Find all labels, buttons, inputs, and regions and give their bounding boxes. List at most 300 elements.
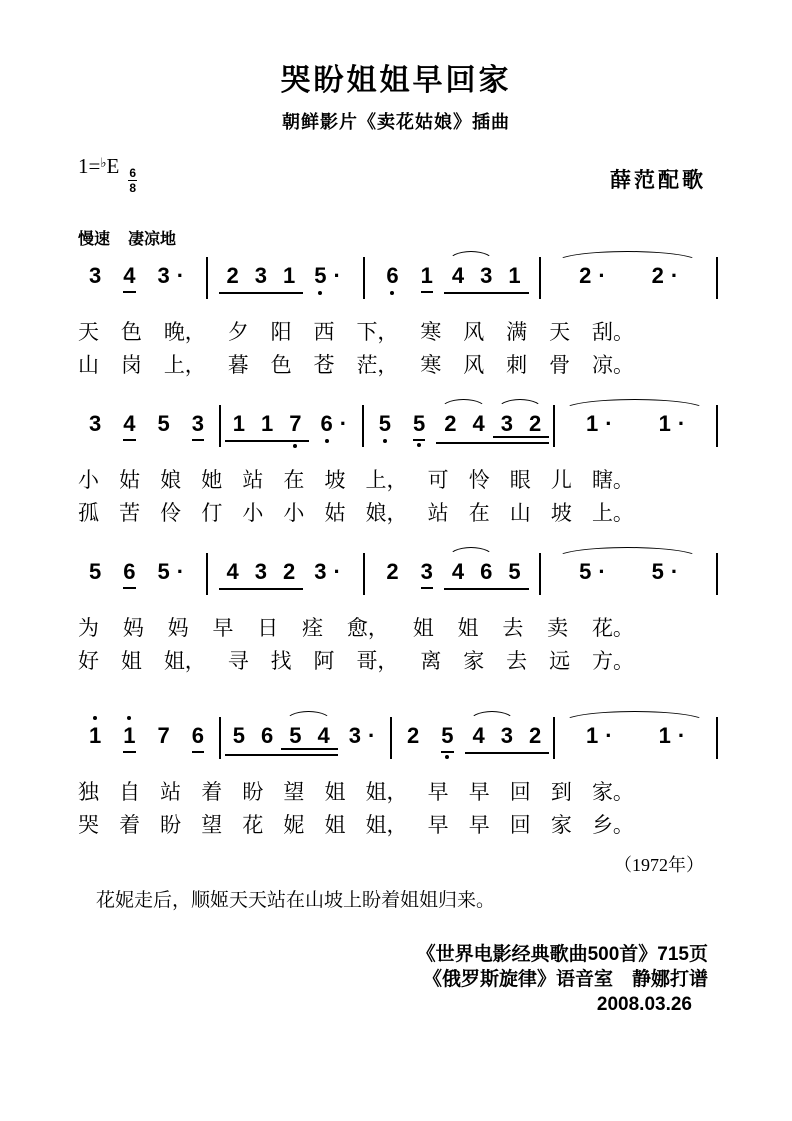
lyric-syllable: 独 xyxy=(78,781,99,804)
slur-group xyxy=(552,265,705,288)
lyric-syllable: 痊 xyxy=(302,617,324,640)
note xyxy=(659,725,686,747)
note xyxy=(421,265,433,293)
note xyxy=(255,561,267,583)
note-digit: 1 xyxy=(260,411,274,436)
note xyxy=(314,265,341,287)
note xyxy=(508,561,520,583)
note xyxy=(227,265,239,287)
octave-dot-below xyxy=(390,291,394,295)
note-digit: 6 xyxy=(386,265,398,287)
lyric-syllable: 妈 xyxy=(122,617,144,640)
lyric-syllable: 茫， xyxy=(356,354,399,377)
lyric-syllable: 望 xyxy=(283,781,305,804)
lyrics-block xyxy=(78,467,718,527)
dotted-note-dot: · xyxy=(670,263,679,288)
tempo-marking xyxy=(78,226,792,249)
note-group xyxy=(219,265,304,294)
lyric-syllable: 凉。 xyxy=(591,354,634,377)
note xyxy=(480,561,492,583)
lyric-syllable: 骨 xyxy=(549,354,571,377)
lyrics-block xyxy=(78,319,718,379)
lyric-syllable: 刮。 xyxy=(591,321,634,344)
dotted-note-dot: · xyxy=(598,263,606,288)
key-signature xyxy=(78,154,137,194)
lyric-syllable: 姐， xyxy=(365,781,408,804)
lyric-syllable: 为 xyxy=(78,617,99,640)
measure xyxy=(375,561,528,590)
note-digit: 3 xyxy=(348,723,361,748)
barline xyxy=(363,553,365,595)
note-digit: 4 xyxy=(317,723,330,748)
barline xyxy=(553,405,555,447)
note xyxy=(158,561,185,583)
note-digit: 2 xyxy=(283,559,296,584)
dotted-note-dot: · xyxy=(605,723,613,748)
lyric-syllable: 愈， xyxy=(346,617,389,640)
note xyxy=(289,413,301,435)
tempo-speed: 慢速 xyxy=(78,231,111,248)
dotted-note-dot: · xyxy=(677,411,686,436)
measure xyxy=(78,725,215,753)
note-digit: 1 xyxy=(585,723,599,748)
lyric-syllable: 小 xyxy=(283,502,305,525)
lyric-syllable: 孤 xyxy=(78,502,99,525)
lyric-syllable: 姐， xyxy=(365,814,408,837)
lyric-syllable: 山 xyxy=(509,502,531,525)
lyric-syllable: 日 xyxy=(257,617,279,640)
note-digit: 3 xyxy=(89,411,102,436)
lyric-syllable: 找 xyxy=(270,650,292,673)
measure xyxy=(78,413,215,441)
lyric-syllable: 娘 xyxy=(160,469,182,492)
measure xyxy=(219,561,352,590)
octave-dot-below xyxy=(318,291,322,295)
lyric-syllable: 伶 xyxy=(160,502,182,525)
note xyxy=(652,561,679,583)
lyric-syllable: 上， xyxy=(163,354,206,377)
music-line xyxy=(78,413,718,447)
lyric-syllable: 岗 xyxy=(120,354,142,377)
octave-dot-below xyxy=(445,755,449,759)
note-digit: 3 xyxy=(314,559,327,584)
note-digit: 3 xyxy=(89,263,102,288)
dotted-note-dot: · xyxy=(333,263,341,288)
lyric-syllable: 回 xyxy=(509,814,531,837)
note-digit: 4 xyxy=(472,723,485,748)
note xyxy=(283,561,295,583)
note-digit: 6 xyxy=(320,413,332,435)
note xyxy=(386,265,398,287)
note xyxy=(586,413,613,435)
note xyxy=(192,725,204,753)
lyric-syllable: 卖 xyxy=(547,617,569,640)
note xyxy=(123,413,135,441)
note-digit: 1 xyxy=(585,411,599,436)
note xyxy=(452,265,464,287)
note-digit: 2 xyxy=(579,263,592,288)
lyric-syllable: 西 xyxy=(313,321,335,344)
measure xyxy=(552,265,705,288)
lyric-syllable: 盼 xyxy=(160,814,182,837)
note-digit: 3 xyxy=(254,559,268,584)
note xyxy=(89,265,101,287)
note-digit: 6 xyxy=(123,559,136,584)
key-prefix: 1= xyxy=(78,154,101,178)
note-digit: 2 xyxy=(226,263,239,288)
lyric-syllable: 姐 xyxy=(324,781,346,804)
barline xyxy=(716,553,718,595)
measure xyxy=(219,265,352,294)
note xyxy=(123,561,135,589)
music-line xyxy=(78,561,718,595)
lyric-syllable: 小 xyxy=(242,502,264,525)
note xyxy=(579,561,606,583)
barline xyxy=(219,405,221,447)
flat-sign: ♭ xyxy=(100,155,107,170)
note-group xyxy=(444,561,529,590)
barline xyxy=(716,717,718,759)
note-digit: 4 xyxy=(472,411,485,436)
note xyxy=(89,413,101,435)
lyrics-block xyxy=(78,779,718,839)
note-digit: 4 xyxy=(451,263,465,288)
note xyxy=(158,725,170,747)
octave-dot-above xyxy=(127,716,131,720)
lyric-syllable: 风 xyxy=(463,354,485,377)
context-note: 花妮走后，顺姬天天站在山坡上盼着姐姐归来。 xyxy=(96,890,496,911)
lyric-syllable: 阿 xyxy=(313,650,335,673)
measure xyxy=(559,413,712,436)
lyric-syllable: 天 xyxy=(78,321,99,344)
note-digit: 3 xyxy=(191,411,204,436)
lyric-syllable: 姐 xyxy=(324,814,346,837)
note-group xyxy=(436,413,549,444)
note-digit: 2 xyxy=(529,411,542,436)
note-digit: 1 xyxy=(89,725,101,747)
year-note: （1972年） xyxy=(614,855,704,875)
lyric-syllable: 姐 xyxy=(412,617,434,640)
note xyxy=(158,413,170,435)
note-group xyxy=(444,265,529,294)
note xyxy=(480,265,492,287)
lyric-syllable: 在 xyxy=(468,502,490,525)
note-digit: 1 xyxy=(420,263,433,288)
lyric-syllable: 着 xyxy=(119,814,141,837)
note-digit: 5 xyxy=(508,559,521,584)
note-group xyxy=(219,561,304,590)
note xyxy=(444,413,456,435)
barline xyxy=(219,717,221,759)
barline xyxy=(206,257,208,299)
lyric-syllable: 暮 xyxy=(227,354,249,377)
octave-dot-below xyxy=(293,444,297,448)
lyric-syllable: 山 xyxy=(78,354,99,377)
measure xyxy=(552,561,705,584)
lyric-syllable: 早 xyxy=(468,814,490,837)
lyric-syllable: 远 xyxy=(549,650,571,673)
dotted-note-dot: · xyxy=(333,559,341,584)
lyric-syllable: 在 xyxy=(283,469,305,492)
barline xyxy=(716,257,718,299)
lyric-syllable: 自 xyxy=(119,781,141,804)
lyric-syllable: 娘， xyxy=(365,502,408,525)
octave-dot-above xyxy=(93,716,97,720)
note-digit: 2 xyxy=(407,723,420,748)
note xyxy=(89,561,101,583)
lyric-syllable: 哥， xyxy=(356,650,399,673)
lyric-syllable: 姐 xyxy=(457,617,479,640)
lyric-syllable: 姑 xyxy=(324,502,346,525)
note-group xyxy=(225,413,310,442)
lyric-syllable: 家。 xyxy=(591,781,634,804)
lyric-syllable: 家 xyxy=(550,814,572,837)
note xyxy=(473,725,485,747)
measure xyxy=(375,265,528,294)
lyric-syllable: 天 xyxy=(549,321,571,344)
lyric-syllable: 坡 xyxy=(550,502,572,525)
source-book: 《世界电影经典歌曲500首》715页 xyxy=(416,944,708,965)
lyric-syllable: 妮 xyxy=(283,814,305,837)
note-digit: 2 xyxy=(444,411,457,436)
lyric-syllable: 好 xyxy=(78,650,99,673)
dotted-note-dot: · xyxy=(677,723,686,748)
note-digit: 4 xyxy=(123,263,136,288)
lyric-syllable: 花 xyxy=(242,814,264,837)
lyric-syllable: 姑 xyxy=(119,469,141,492)
note-digit: 5 xyxy=(441,725,453,747)
note-digit: 6 xyxy=(260,723,274,748)
note xyxy=(473,413,485,435)
lyric-syllable: 怜 xyxy=(468,469,490,492)
note-digit: 5 xyxy=(157,411,170,436)
note xyxy=(123,725,135,753)
note xyxy=(227,561,239,583)
dotted-note-dot: · xyxy=(605,411,613,436)
measure xyxy=(368,413,550,444)
lyric-syllable: 满 xyxy=(506,321,528,344)
note xyxy=(452,561,464,583)
lyric-syllable: 寻 xyxy=(227,650,249,673)
slur-group xyxy=(559,413,712,436)
lyric-syllable: 妈 xyxy=(167,617,189,640)
note-digit: 1 xyxy=(123,725,135,747)
lyric-syllable: 寒 xyxy=(420,321,442,344)
note xyxy=(261,413,273,435)
lyric-syllable: 上。 xyxy=(591,502,634,525)
dotted-note-dot: · xyxy=(176,559,185,584)
note xyxy=(501,725,513,747)
barline xyxy=(362,405,364,447)
note xyxy=(192,413,204,441)
note-digit: 1 xyxy=(658,723,671,748)
note-digit: 5 xyxy=(314,265,326,287)
note xyxy=(349,725,376,747)
note-digit: 5 xyxy=(232,723,245,748)
lyric-syllable: 早 xyxy=(468,781,490,804)
measure xyxy=(225,725,387,756)
lyric-syllable: 坡 xyxy=(324,469,346,492)
slur-group xyxy=(444,561,501,584)
lyric-line-verse2 xyxy=(78,648,634,675)
lyric-syllable: 离 xyxy=(420,650,442,673)
note xyxy=(413,413,425,441)
note xyxy=(233,725,245,747)
barline xyxy=(539,553,541,595)
lyric-syllable: 眼 xyxy=(509,469,531,492)
song-title: 哭盼姐姐早回家 xyxy=(280,64,512,97)
note xyxy=(261,725,273,747)
octave-dot-below xyxy=(325,439,329,443)
note xyxy=(255,265,267,287)
note xyxy=(386,561,398,583)
note-digit: 5 xyxy=(413,413,425,435)
note-group xyxy=(465,725,550,754)
slur-group xyxy=(436,413,493,436)
note-digit: 1 xyxy=(283,263,296,288)
note-digit: 4 xyxy=(451,559,465,584)
lyric-syllable: 风 xyxy=(463,321,485,344)
song-subtitle: 朝鲜影片《卖花姑娘》插曲 xyxy=(282,112,510,132)
lyric-syllable: 早 xyxy=(427,781,449,804)
slur-group xyxy=(281,725,338,750)
lyric-line-verse2 xyxy=(78,812,634,839)
lyric-line-verse1 xyxy=(78,779,634,806)
lyric-syllable: 色 xyxy=(120,321,142,344)
lyric-syllable: 家 xyxy=(463,650,485,673)
lyric-syllable: 站 xyxy=(160,781,182,804)
dotted-note-dot: · xyxy=(367,723,376,748)
note-digit: 3 xyxy=(157,263,170,288)
note-digit: 3 xyxy=(480,263,493,288)
note xyxy=(158,265,185,287)
dotted-note-dot: · xyxy=(339,411,348,436)
lyric-line-verse2 xyxy=(78,352,634,379)
barline xyxy=(363,257,365,299)
note-digit: 1 xyxy=(508,263,521,288)
lyric-syllable: 仃 xyxy=(201,502,223,525)
lyric-syllable: 儿 xyxy=(550,469,572,492)
lyric-syllable: 早 xyxy=(212,617,234,640)
lyric-syllable: 上， xyxy=(365,469,408,492)
lyric-syllable: 寒 xyxy=(420,354,442,377)
note-digit: 2 xyxy=(651,263,664,288)
lyric-syllable: 去 xyxy=(502,617,524,640)
note xyxy=(659,413,686,435)
dotted-note-dot: · xyxy=(176,263,185,288)
note-digit: 3 xyxy=(254,263,268,288)
meter-denominator: 8 xyxy=(129,181,136,195)
measure xyxy=(225,413,358,442)
note xyxy=(586,725,613,747)
tempo-mood: 凄凉地 xyxy=(128,231,177,248)
lyric-syllable: 早 xyxy=(427,814,449,837)
barline xyxy=(539,257,541,299)
lyric-syllable: 着 xyxy=(201,781,223,804)
note xyxy=(314,561,341,583)
lyricist-credit: 薛范配歌 xyxy=(610,169,706,192)
lyric-syllable: 小 xyxy=(78,469,99,492)
note-digit: 3 xyxy=(500,411,514,436)
measure xyxy=(78,561,195,589)
note-digit: 4 xyxy=(123,411,136,436)
lyric-syllable: 夕 xyxy=(227,321,249,344)
lyric-syllable: 方。 xyxy=(591,650,634,673)
note xyxy=(233,413,245,435)
barline xyxy=(206,553,208,595)
time-signature xyxy=(128,167,137,194)
note-digit: 5 xyxy=(289,723,302,748)
transcription-date: 2008.03.26 xyxy=(596,994,692,1015)
measure xyxy=(396,725,549,754)
note-digit: 1 xyxy=(658,411,671,436)
note xyxy=(317,725,329,747)
slur-group xyxy=(552,561,705,584)
lyric-syllable: 刺 xyxy=(506,354,528,377)
note-digit: 2 xyxy=(529,723,542,748)
score xyxy=(78,265,718,839)
note-digit: 3 xyxy=(500,723,514,748)
barline xyxy=(553,717,555,759)
note-digit: 3 xyxy=(420,559,433,584)
note xyxy=(421,561,433,589)
note-digit: 5 xyxy=(157,559,170,584)
lyric-syllable: 她 xyxy=(201,469,223,492)
source-studio: 《俄罗斯旋律》语音室 静娜打谱 xyxy=(422,969,708,990)
note xyxy=(379,413,391,435)
note-digit: 6 xyxy=(480,559,493,584)
key-row xyxy=(78,154,706,195)
lyric-line-verse1 xyxy=(78,467,634,494)
lyric-syllable: 苦 xyxy=(119,502,141,525)
note-digit: 2 xyxy=(386,559,399,584)
lyrics-block xyxy=(78,615,718,675)
note-digit: 5 xyxy=(379,413,391,435)
lyric-syllable: 姐 xyxy=(120,650,142,673)
lyric-line-verse2 xyxy=(78,500,634,527)
note xyxy=(289,725,301,747)
key-letter: E xyxy=(106,154,120,178)
note-digit: 1 xyxy=(232,411,245,436)
lyric-syllable: 可 xyxy=(427,469,449,492)
note xyxy=(508,265,520,287)
note-group xyxy=(225,725,338,756)
lyric-syllable: 望 xyxy=(201,814,223,837)
note xyxy=(283,265,295,287)
source-info xyxy=(0,942,792,1017)
lyric-syllable: 盼 xyxy=(242,781,264,804)
lyric-syllable: 站 xyxy=(427,502,449,525)
note xyxy=(579,265,606,287)
octave-dot-below xyxy=(417,443,421,447)
music-line xyxy=(78,725,718,759)
music-line xyxy=(78,265,718,299)
slur-group xyxy=(559,725,712,748)
note-digit: 5 xyxy=(89,559,102,584)
lyric-line-verse1 xyxy=(78,319,634,346)
note xyxy=(89,725,101,747)
lyric-syllable: 去 xyxy=(506,650,528,673)
slur-group xyxy=(493,413,550,438)
lyric-syllable: 瞎。 xyxy=(591,469,634,492)
meter-numerator: 6 xyxy=(129,166,136,180)
octave-dot-below xyxy=(383,439,387,443)
note-digit: 7 xyxy=(157,723,170,748)
lyric-syllable: 姐， xyxy=(163,650,206,673)
lyric-syllable: 乡。 xyxy=(591,814,634,837)
lyric-syllable: 色 xyxy=(270,354,292,377)
lyric-syllable: 回 xyxy=(509,781,531,804)
